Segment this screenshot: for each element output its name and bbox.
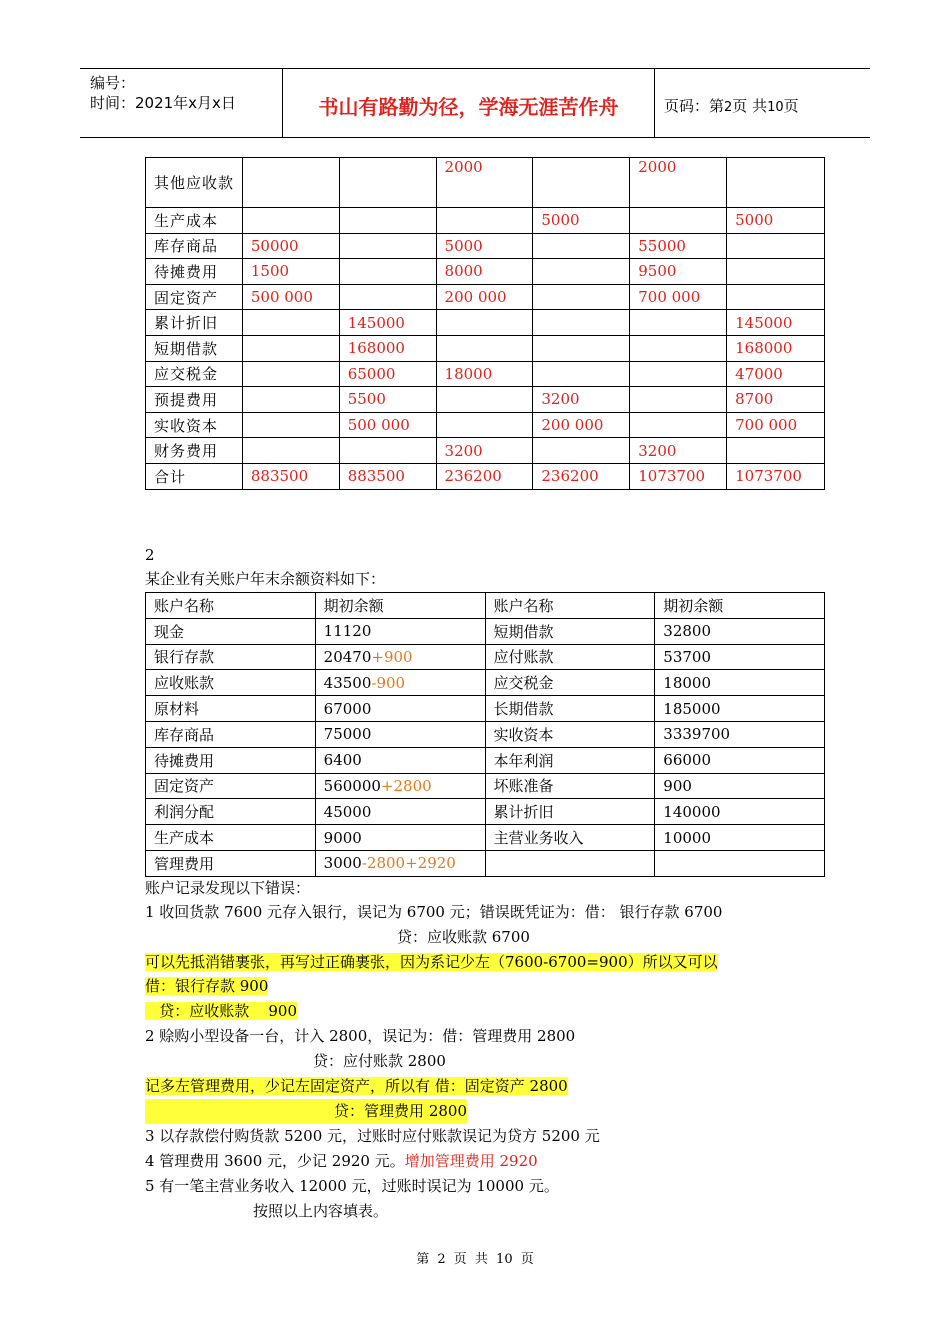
amount-cell: [533, 310, 630, 336]
balance-cell: [655, 825, 825, 851]
amount-cell: [242, 412, 339, 438]
table-row: [146, 208, 825, 234]
amount-cell: 3200: [436, 438, 533, 464]
amount-cell: [533, 335, 630, 361]
amount-cell: [533, 158, 630, 208]
table-row: [146, 825, 825, 851]
account-name-cell: [146, 850, 316, 876]
amount-cell: [727, 158, 825, 208]
amount-cell: 18000: [436, 361, 533, 387]
balance-value: 11120: [323, 622, 372, 641]
account-name-cell: [485, 773, 655, 799]
balance-value: 20470: [323, 647, 372, 666]
balance-cell: [655, 618, 825, 644]
errors-intro: 账户记录发现以下错误：: [145, 879, 311, 897]
balance-value: 32800: [663, 622, 712, 641]
amount-cell: 55000: [630, 233, 727, 259]
amount-cell: [339, 259, 436, 285]
balance-cell: [655, 773, 825, 799]
note-2-line-b: 贷：管理费用 2800: [145, 1099, 467, 1124]
column-header: 账户名称: [485, 593, 655, 619]
header-divider: [654, 69, 655, 137]
account-balance-table: [145, 592, 825, 877]
column-header: 期初余额: [315, 593, 485, 619]
amount-cell: [533, 233, 630, 259]
column-header: 账户名称: [146, 593, 316, 619]
amount-cell: 236200: [436, 463, 533, 489]
amount-cell: [727, 284, 825, 310]
account-name-cell: 生产成本: [146, 208, 243, 234]
account-balance-body: [146, 593, 825, 877]
balance-cell: [655, 799, 825, 825]
account-name: 库存商品: [154, 725, 215, 744]
account-name: 累计折旧: [493, 803, 554, 822]
balance-value: 18000: [663, 673, 712, 692]
table-row: [146, 618, 825, 644]
page-header: [80, 68, 870, 138]
balance-cell: [315, 721, 485, 747]
account-name: 生产成本: [154, 829, 215, 848]
balance-cell: [315, 773, 485, 799]
account-name-cell: 财务费用: [146, 438, 243, 464]
table-row: [146, 438, 825, 464]
account-name-cell: [485, 644, 655, 670]
table-row: [146, 644, 825, 670]
account-name-cell: 固定资产: [146, 284, 243, 310]
balance-cell: [655, 850, 825, 876]
serial-label: 编号：: [90, 74, 136, 92]
amount-cell: [339, 284, 436, 310]
table-row: [146, 387, 825, 413]
amount-cell: [242, 387, 339, 413]
balance-cell: [655, 747, 825, 773]
amount-cell: [436, 412, 533, 438]
error-2-line-a: 2 赊购小型设备一台，计入 2800，误记为：借：管理费用 2800: [145, 1027, 576, 1045]
amount-cell: 5500: [339, 387, 436, 413]
error-1-line-b: 贷：应收账款 6700: [397, 928, 530, 946]
account-name: 原材料: [154, 700, 200, 719]
account-name-cell: 预提费用: [146, 387, 243, 413]
trial-balance-body: [146, 158, 825, 490]
balance-cell: [655, 670, 825, 696]
trial-balance-table: [145, 157, 825, 490]
account-name-cell: 其他应收款: [146, 158, 243, 208]
amount-cell: 3200: [533, 387, 630, 413]
account-name: 管理费用: [154, 854, 215, 873]
balance-cell: [315, 696, 485, 722]
amount-cell: [339, 208, 436, 234]
amount-cell: [630, 310, 727, 336]
amount-cell: 2000: [630, 158, 727, 208]
account-name: 主营业务收入: [493, 829, 584, 848]
balance-value: 45000: [323, 802, 372, 821]
balance-cell: [655, 696, 825, 722]
note-1-line-c: 贷：应收账款 900: [145, 1002, 298, 1020]
amount-cell: 500 000: [242, 284, 339, 310]
error-3: 3 以存款偿付购货款 5200 元，过账时应付账款误记为贷方 5200 元: [145, 1127, 600, 1145]
page-prefix: 页码：第: [664, 97, 725, 115]
account-name: 银行存款: [154, 648, 215, 667]
table-row: [146, 670, 825, 696]
amount-cell: 168000: [727, 335, 825, 361]
account-name-cell: 合计: [146, 463, 243, 489]
amount-cell: [339, 158, 436, 208]
section-intro: 某企业有关账户年末余额资料如下：: [145, 570, 386, 588]
balance-value: 67000: [323, 699, 372, 718]
amount-cell: 8700: [727, 387, 825, 413]
balance-value: 6400: [323, 751, 362, 770]
amount-cell: 500 000: [339, 412, 436, 438]
balance-value: 9000: [323, 828, 362, 847]
amount-cell: [533, 438, 630, 464]
account-name-cell: 库存商品: [146, 233, 243, 259]
balance-value: 560000: [323, 776, 381, 795]
error-2-line-b: 贷：应付账款 2800: [313, 1052, 446, 1070]
account-name: 现金: [154, 622, 185, 641]
account-name-cell: 累计折旧: [146, 310, 243, 336]
amount-cell: 50000: [242, 233, 339, 259]
note-1-line-b: 借：银行存款 900: [145, 977, 269, 995]
amount-cell: [436, 387, 533, 413]
amount-cell: [630, 361, 727, 387]
balance-cell: [315, 799, 485, 825]
account-name-cell: [485, 696, 655, 722]
fill-instruction: 按照以上内容填表。: [253, 1202, 389, 1220]
time-label: 时间：2021年x月x日: [90, 94, 236, 112]
amount-cell: 47000: [727, 361, 825, 387]
table-header-row: [146, 593, 825, 619]
header-motto: 书山有路勤为径，学海无涯苦作舟: [318, 95, 619, 119]
amount-cell: [242, 361, 339, 387]
account-name: 长期借款: [493, 700, 554, 719]
balance-cell: [655, 644, 825, 670]
amount-cell: 1073700: [630, 463, 727, 489]
account-name-cell: [146, 670, 316, 696]
account-name-cell: [146, 799, 316, 825]
balance-cell: [315, 850, 485, 876]
page-total: 10: [767, 100, 784, 115]
balance-value: 75000: [323, 725, 372, 744]
balance-cell: [315, 825, 485, 851]
table-row: [146, 158, 825, 208]
note-1-line-a: 可以先抵消错裹张，再写过正确裹张，因为系记少左（7600-6700=900）所以又可以: [145, 953, 718, 971]
account-name-cell: 实收资本: [146, 412, 243, 438]
account-name: 本年利润: [493, 751, 554, 770]
amount-cell: 1073700: [727, 463, 825, 489]
account-name-cell: [485, 747, 655, 773]
page-number: 2: [724, 100, 733, 115]
account-name-cell: [146, 696, 316, 722]
amount-cell: 5000: [533, 208, 630, 234]
amount-cell: 200 000: [533, 412, 630, 438]
account-name: 应交税金: [493, 674, 554, 693]
account-name-cell: [146, 773, 316, 799]
error-5: 5 有一笔主营业务收入 12000 元，过账时误记为 10000 元。: [145, 1177, 559, 1195]
amount-cell: [242, 208, 339, 234]
amount-cell: [630, 208, 727, 234]
table-row: [146, 284, 825, 310]
balance-value: 53700: [663, 647, 712, 666]
account-name-cell: 短期借款: [146, 335, 243, 361]
table-row: [146, 233, 825, 259]
account-name: 应收账款: [154, 674, 215, 693]
balance-value: 900: [663, 776, 692, 795]
section-number: 2: [145, 546, 155, 564]
table-row: [146, 335, 825, 361]
balance-value: 66000: [663, 751, 712, 770]
table-row: [146, 799, 825, 825]
table-row: [146, 259, 825, 285]
error-4: 4 管理费用 3600 元，少记 2920 元。: [145, 1152, 405, 1170]
balance-value: 3000: [323, 854, 362, 873]
error-4-correction: 增加管理费用 2920: [404, 1152, 538, 1170]
amount-cell: [339, 438, 436, 464]
table-row: [146, 463, 825, 489]
account-name: 应付账款: [493, 648, 554, 667]
amount-cell: 3200: [630, 438, 727, 464]
account-name-cell: [146, 747, 316, 773]
account-name-cell: [485, 799, 655, 825]
amount-cell: [533, 361, 630, 387]
table-row: [146, 773, 825, 799]
account-name-cell: [146, 825, 316, 851]
amount-cell: [242, 438, 339, 464]
amount-cell: [436, 208, 533, 234]
table-row: [146, 850, 825, 876]
account-name: 待摊费用: [154, 751, 215, 770]
account-name: 固定资产: [154, 777, 215, 796]
balance-value: 10000: [663, 828, 712, 847]
header-page-indicator: [664, 95, 799, 116]
amount-cell: 65000: [339, 361, 436, 387]
amount-cell: [727, 259, 825, 285]
account-name-cell: [485, 618, 655, 644]
account-name-cell: [485, 721, 655, 747]
amount-cell: 200 000: [436, 284, 533, 310]
balance-adjustment: -900: [371, 673, 406, 692]
account-name-cell: [146, 721, 316, 747]
amount-cell: 8000: [436, 259, 533, 285]
error-1-line-a: 1 收回货款 7600 元存入银行，误记为 6700 元；错误既凭证为：借： 银行存款 6700: [145, 903, 723, 921]
amount-cell: [436, 310, 533, 336]
page-footer: 第 2 页 共 10 页: [416, 1252, 534, 1267]
column-header: 期初余额: [655, 593, 825, 619]
account-name-cell: [146, 618, 316, 644]
balance-adjustment: +900: [371, 647, 413, 666]
amount-cell: [242, 158, 339, 208]
balance-cell: [315, 670, 485, 696]
balance-value: 185000: [663, 699, 721, 718]
amount-cell: 168000: [339, 335, 436, 361]
account-name-cell: 应交税金: [146, 361, 243, 387]
account-name: 短期借款: [493, 622, 554, 641]
account-name: 实收资本: [493, 725, 554, 744]
balance-adjustment: -2800+2920: [361, 854, 456, 873]
balance-cell: [315, 747, 485, 773]
table-row: [146, 361, 825, 387]
balance-adjustment: +2800: [380, 776, 432, 795]
account-name: 利润分配: [154, 803, 215, 822]
page-mid: 页 共: [732, 97, 768, 115]
table-row: [146, 721, 825, 747]
amount-cell: [533, 259, 630, 285]
table-row: [146, 747, 825, 773]
table-row: [146, 412, 825, 438]
amount-cell: [727, 438, 825, 464]
amount-cell: 700 000: [727, 412, 825, 438]
amount-cell: [242, 335, 339, 361]
amount-cell: [630, 335, 727, 361]
amount-cell: 5000: [436, 233, 533, 259]
table-row: [146, 696, 825, 722]
amount-cell: 9500: [630, 259, 727, 285]
amount-cell: 883500: [242, 463, 339, 489]
amount-cell: [242, 310, 339, 336]
amount-cell: 700 000: [630, 284, 727, 310]
amount-cell: 883500: [339, 463, 436, 489]
amount-cell: 145000: [339, 310, 436, 336]
amount-cell: 5000: [727, 208, 825, 234]
balance-cell: [315, 644, 485, 670]
balance-cell: [655, 721, 825, 747]
balance-value: 43500: [323, 673, 372, 692]
amount-cell: [533, 284, 630, 310]
balance-cell: [315, 618, 485, 644]
account-name-cell: [485, 850, 655, 876]
amount-cell: 2000: [436, 158, 533, 208]
table-row: [146, 310, 825, 336]
page-suffix: 页: [783, 97, 799, 115]
account-name-cell: 待摊费用: [146, 259, 243, 285]
amount-cell: [727, 233, 825, 259]
account-name-cell: [485, 670, 655, 696]
amount-cell: 1500: [242, 259, 339, 285]
account-name-cell: [146, 644, 316, 670]
balance-value: 140000: [663, 802, 721, 821]
header-meta: [90, 73, 236, 113]
amount-cell: 145000: [727, 310, 825, 336]
note-2-line-a: 记多左管理费用，少记左固定资产，所以有 借：固定资产 2800: [145, 1077, 568, 1095]
amount-cell: [630, 412, 727, 438]
amount-cell: [436, 335, 533, 361]
account-name: 坏账准备: [493, 777, 554, 796]
balance-value: 3339700: [663, 725, 731, 744]
account-name-cell: [485, 825, 655, 851]
amount-cell: [339, 233, 436, 259]
amount-cell: 236200: [533, 463, 630, 489]
amount-cell: [630, 387, 727, 413]
